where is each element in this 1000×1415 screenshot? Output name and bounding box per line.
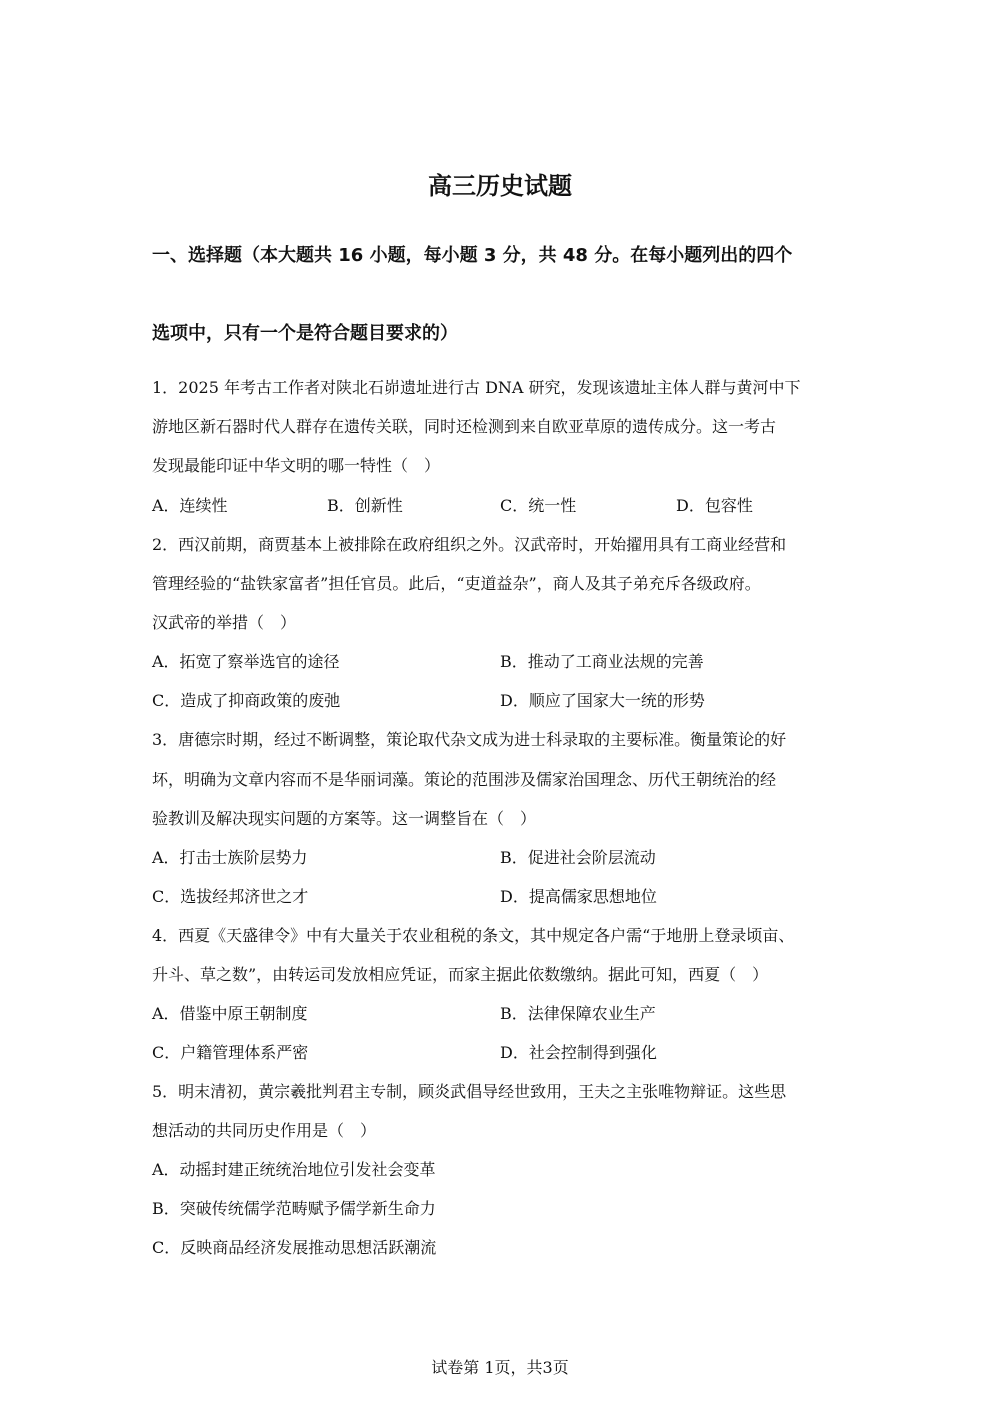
option-c: C．反映商品经济发展推动思想活跃潮流 xyxy=(152,1238,437,1257)
option-a: A．拓宽了察举选官的途径 xyxy=(152,652,340,671)
option-d: D．包容性 xyxy=(676,496,753,515)
option-b: B．突破传统儒学范畴赋予儒学新生命力 xyxy=(152,1199,436,1218)
question-stem-line: 5．明末清初，黄宗羲批判君主专制，顾炎武倡导经世致用，王夫之主张唯物辩证。这些思 xyxy=(152,1082,787,1101)
option-b: B．创新性 xyxy=(327,496,403,515)
question-stem-line: 4．西夏《天盛律令》中有大量关于农业租税的条文，其中规定各户需“于地册上登录顷亩、 xyxy=(152,926,795,945)
option-c: C．造成了抑商政策的废弛 xyxy=(152,691,341,710)
question-stem-line: 2．西汉前期，商贾基本上被排除在政府组织之外。汉武帝时，开始擢用具有工商业经营和 xyxy=(152,535,787,554)
option-d: D．提高儒家思想地位 xyxy=(500,887,657,906)
option-b: B．促进社会阶层流动 xyxy=(500,848,656,867)
page-title: 高三历史试题 xyxy=(428,172,572,200)
option-c: C．统一性 xyxy=(500,496,577,515)
option-a: A．打击士族阶层势力 xyxy=(152,848,308,867)
section-heading-line-1: 一、选择题（本大题共 16 小题，每小题 3 分，共 48 分。在每小题列出的四个 xyxy=(152,245,793,266)
option-c: C．选拔经邦济世之才 xyxy=(152,887,309,906)
option-b: B．法律保障农业生产 xyxy=(500,1004,656,1023)
question-stem-line: 发现最能印证中华文明的哪一特性（ ） xyxy=(152,456,441,475)
question-stem-line: 升斗、草之数”，由转运司发放相应凭证，而家主据此依数缴纳。据此可知，西夏（ ） xyxy=(152,965,769,984)
question-stem-line: 游地区新石器时代人群存在遗传关联，同时还检测到来自欧亚草原的遗传成分。这一考古 xyxy=(152,417,777,436)
section-heading-line-2: 选项中，只有一个是符合题目要求的） xyxy=(152,323,458,344)
question-stem-line: 想活动的共同历史作用是（ ） xyxy=(152,1121,377,1140)
option-d: D．社会控制得到强化 xyxy=(500,1043,657,1062)
question-stem-line: 坏，明确为文章内容而不是华丽词藻。策论的范围涉及儒家治国理念、历代王朝统治的经 xyxy=(152,770,777,789)
option-a: A．借鉴中原王朝制度 xyxy=(152,1004,308,1023)
option-d: D．顺应了国家大一统的形势 xyxy=(500,691,705,710)
option-a: A．动摇封建正统统治地位引发社会变革 xyxy=(152,1160,436,1179)
question-stem-line: 1．2025 年考古工作者对陕北石峁遗址进行古 DNA 研究，发现该遗址主体人群与黄河中下 xyxy=(152,378,801,397)
option-a: A．连续性 xyxy=(152,496,228,515)
question-stem-line: 汉武帝的举措（ ） xyxy=(152,613,297,632)
option-c: C．户籍管理体系严密 xyxy=(152,1043,309,1062)
option-b: B．推动了工商业法规的完善 xyxy=(500,652,704,671)
question-stem-line: 管理经验的“盐铁家富者”担任官员。此后，“吏道益杂”，商人及其子弟充斥各级政府。 xyxy=(152,574,761,593)
question-stem-line: 3．唐德宗时期，经过不断调整，策论取代杂文成为进士科录取的主要标准。衡量策论的好 xyxy=(152,730,787,749)
page-footer: 试卷第 1页，共3页 xyxy=(431,1358,569,1377)
question-stem-line: 验教训及解决现实问题的方案等。这一调整旨在（ ） xyxy=(152,809,537,828)
